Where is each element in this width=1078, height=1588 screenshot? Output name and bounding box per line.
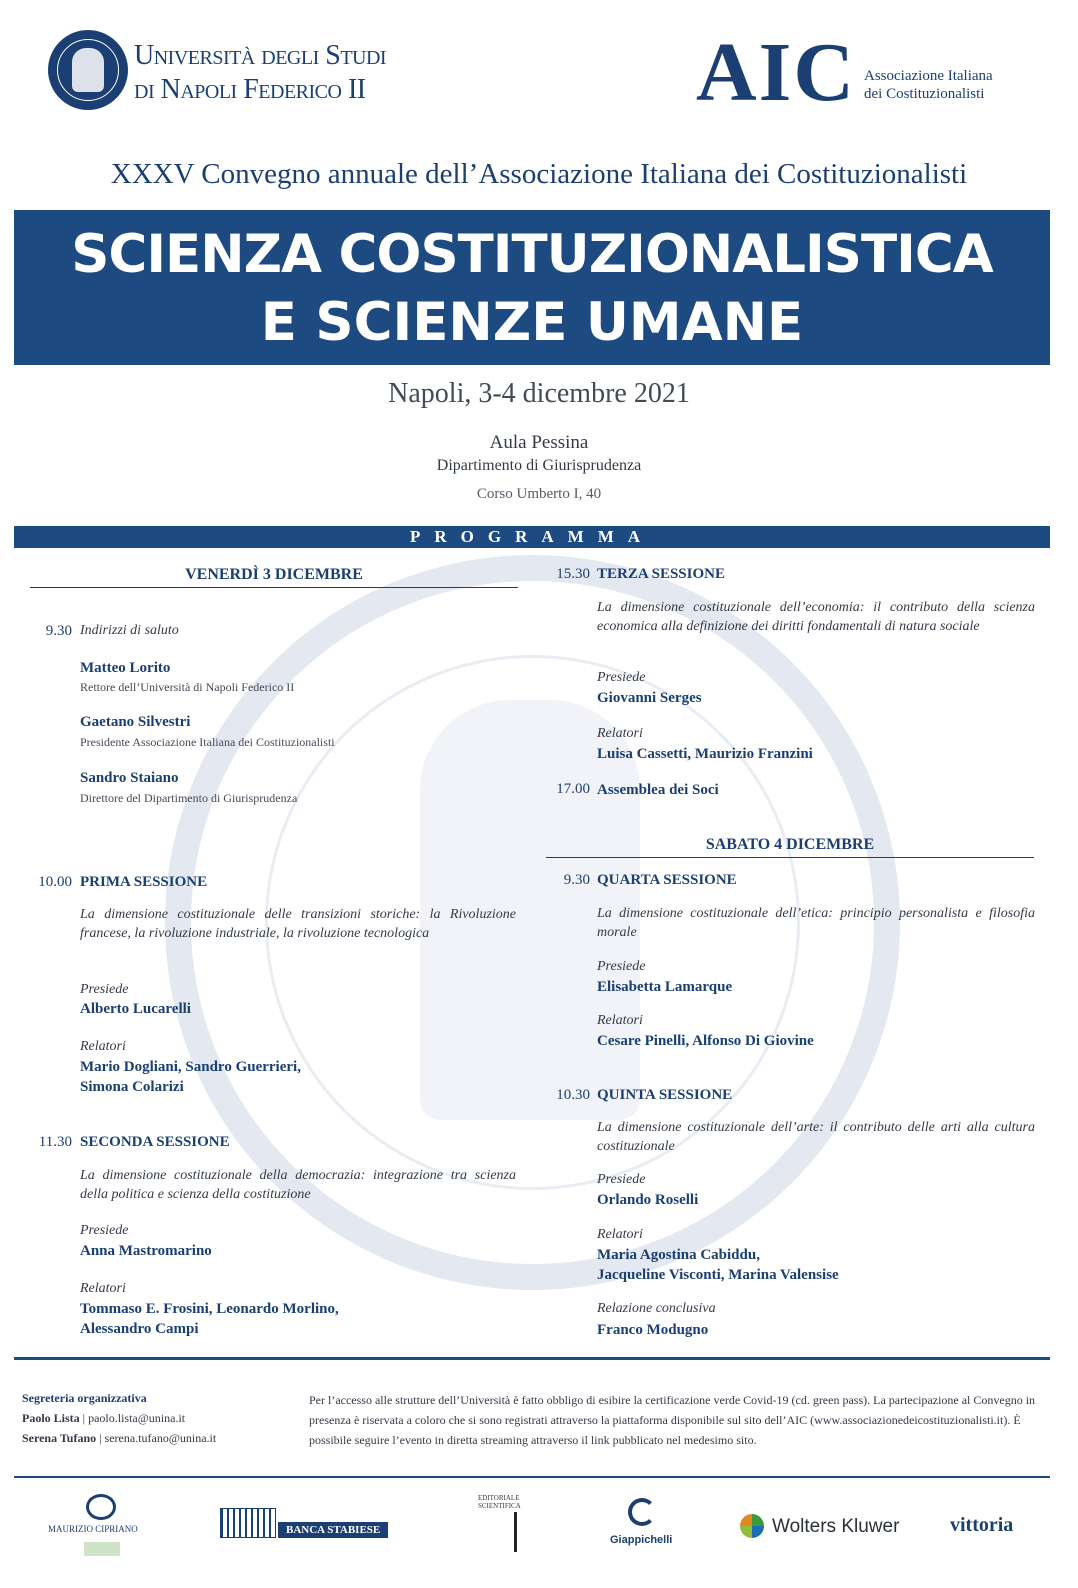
saluti-speaker-title: Presidente Associazione Italiana dei Costituzionalisti: [80, 735, 335, 749]
seconda-relatori-names: Tommaso E. Frosini, Leonardo Morlino,: [80, 1301, 339, 1317]
terza-presiede-name: Giovanni Serges: [597, 690, 702, 706]
editoriale-bar-icon: [514, 1512, 517, 1552]
cipriano-badge-icon: [84, 1542, 120, 1556]
terza-relatori-label: Relatori: [597, 726, 643, 741]
sponsor-editoriale-scientifica: [478, 1494, 528, 1556]
cipriano-logo-icon: [86, 1494, 116, 1520]
prima-time: 10.00: [38, 874, 72, 890]
terza-session-name: TERZA SESSIONE: [597, 566, 725, 582]
seconda-relatori-label: Relatori: [80, 1281, 126, 1296]
quarta-time: 9.30: [563, 872, 590, 888]
programma-heading: PROGRAMMA: [409, 527, 655, 546]
day2-rule: [546, 857, 1034, 858]
banca-name: BANCA STABIESE: [278, 1522, 388, 1538]
giappichelli-name: Giappichelli: [610, 1534, 673, 1546]
quinta-description: La dimensione costituzionale dell’arte: il contributo delle arti alla cultura costituzionale: [597, 1120, 1035, 1154]
day1-heading: VENERDÌ 3 DICEMBRE: [185, 566, 363, 583]
quarta-relatori-names: Cesare Pinelli, Alfonso Di Giovine: [597, 1033, 814, 1049]
quinta-relatori-names: Jacqueline Visconti, Marina Valensise: [597, 1267, 839, 1283]
programma-bar: [14, 526, 1050, 548]
quinta-session-name: QUINTA SESSIONE: [597, 1087, 733, 1103]
contact-1-name: Paolo Lista: [22, 1411, 80, 1425]
assemblea-time: 17.00: [556, 781, 590, 797]
footer-rule: [14, 1357, 1050, 1360]
seconda-presiede-label: Presiede: [80, 1223, 129, 1238]
quinta-presiede-name: Orlando Roselli: [597, 1192, 699, 1208]
seconda-time: 11.30: [38, 1134, 72, 1150]
seconda-session-name: SECONDA SESSIONE: [80, 1134, 230, 1150]
quarta-description: La dimensione costituzionale dell’etica: principio personalista e filosofia morale: [597, 906, 1035, 940]
day1-rule: [30, 587, 518, 588]
footer-rule-bottom: [14, 1476, 1050, 1478]
main-title-line2: E SCIENZE UMANE: [260, 292, 804, 353]
wolters-name: Wolters Kluwer: [772, 1516, 900, 1537]
segreteria-label: Segreteria organizzativa: [22, 1391, 147, 1405]
aic-name-line2: dei Costituzionalisti: [864, 86, 985, 102]
convegno-title: XXXV Convegno annuale dell’Associazione Italiana dei Costituzionalisti: [110, 158, 968, 190]
sponsor-vittoria: [950, 1510, 1040, 1546]
saluti-speaker-name: Sandro Staiano: [80, 770, 179, 786]
contact-1-email[interactable]: paolo.lista@unina.it: [88, 1411, 186, 1425]
contact-2: Serena Tufano | serena.tufano@unina.it: [22, 1431, 217, 1445]
saluti-speaker-title: Rettore dell’Università di Napoli Federico II: [80, 680, 295, 694]
prima-presiede-label: Presiede: [80, 982, 129, 997]
title-banner: [14, 210, 1050, 365]
vittoria-name: vittoria: [950, 1514, 1014, 1536]
venue-department: Dipartimento di Giurisprudenza: [436, 457, 642, 474]
prima-relatori-names: Simona Colarizi: [80, 1079, 184, 1095]
main-title-line1: SCIENZA COSTITUZIONALISTICA: [71, 224, 993, 285]
sponsor-cipriano: [48, 1494, 158, 1560]
sponsor-wolters-kluwer: [740, 1512, 910, 1542]
venue-room: Aula Pessina: [489, 432, 589, 453]
banca-building-icon: [220, 1508, 276, 1538]
quinta-relatori-names: Maria Agostina Cabiddu,: [597, 1247, 760, 1263]
saluti-speaker-title: Direttore del Dipartimento di Giurisprudenza: [80, 791, 298, 805]
quinta-conclusiva-name: Franco Modugno: [597, 1322, 709, 1338]
prima-presiede-name: Alberto Lucarelli: [80, 1001, 191, 1017]
aic-logo: [696, 26, 1036, 119]
seconda-description: La dimensione costituzionale della democrazia: integrazione tra scienza della politica e scienza della costituzione: [80, 1168, 516, 1202]
seconda-relatori-names: Alessandro Campi: [80, 1321, 199, 1337]
saluti-label: Indirizzi di saluto: [80, 623, 179, 638]
unina-logo: [48, 30, 387, 116]
cipriano-name: MAURIZIO CIPRIANO: [48, 1524, 138, 1534]
sponsor-giappichelli: [606, 1498, 686, 1554]
saluti-speaker-name: Matteo Lorito: [80, 660, 171, 676]
editoriale-name: EDITORIALE SCIENTIFICA: [478, 1494, 521, 1510]
aic-name-line1: Associazione Italiana: [864, 68, 993, 84]
quinta-presiede-label: Presiede: [597, 1172, 646, 1187]
terza-time: 15.30: [556, 566, 590, 582]
unina-name-line1: Università degli Studi: [134, 40, 387, 71]
giappichelli-logo-icon: [628, 1498, 656, 1526]
quarta-presiede-name: Elisabetta Lamarque: [597, 979, 733, 995]
quinta-relatori-label: Relatori: [597, 1227, 643, 1242]
unina-seal-icon: [48, 30, 128, 110]
contact-1: Paolo Lista | paolo.lista@unina.it: [22, 1411, 186, 1425]
event-date: Napoli, 3-4 dicembre 2021: [388, 378, 690, 409]
prima-relatori-names: Mario Dogliani, Sandro Guerrieri,: [80, 1059, 301, 1075]
wolters-logo-icon: [740, 1514, 764, 1538]
day2-heading: SABATO 4 DICEMBRE: [705, 836, 875, 853]
terza-description: La dimensione costituzionale dell’economia: il contributo della scienza economica alla definizione dei diritti fondamentali di natura sociale: [597, 600, 1035, 634]
venue-address: Corso Umberto I, 40: [476, 486, 602, 502]
quinta-conclusiva-label: Relazione conclusiva: [597, 1301, 716, 1316]
quarta-relatori-label: Relatori: [597, 1013, 643, 1028]
quarta-presiede-label: Presiede: [597, 959, 646, 974]
terza-presiede-label: Presiede: [597, 670, 646, 685]
aic-letters: AIC: [696, 26, 857, 119]
saluti-time: 9.30: [45, 623, 72, 639]
seconda-presiede-name: Anna Mastromarino: [80, 1243, 212, 1259]
assemblea-name: Assemblea dei Soci: [597, 782, 719, 798]
unina-name-line2: di Napoli Federico II: [134, 74, 366, 105]
quarta-session-name: QUARTA SESSIONE: [597, 872, 737, 888]
prima-relatori-label: Relatori: [80, 1039, 126, 1054]
quinta-time: 10.30: [556, 1087, 590, 1103]
sponsor-banca-stabiese: [220, 1508, 390, 1538]
saluti-speaker-name: Gaetano Silvestri: [80, 714, 191, 730]
contact-2-email[interactable]: serena.tufano@unina.it: [104, 1431, 217, 1445]
prima-session-name: PRIMA SESSIONE: [80, 874, 208, 890]
contact-2-name: Serena Tufano: [22, 1431, 97, 1445]
access-notice: Per l’accesso alle strutture dell’Università è fatto obbligo di esibire la certificazione verde Covid-19 (cd. green pass). La partecipazione al Convegno in presenza è riservata a coloro che si sono registrati attraverso la piattaforma disponibile sul sito dell’AIC (www.associazionedeicostituzionalisti.it). È possibile seguire l’evento in diretta streaming attraverso il link pubblicato nel medesimo sito.: [309, 1393, 1036, 1447]
prima-description: La dimensione costituzionale delle transizioni storiche: la Rivoluzione francese, la rivoluzione industriale, la rivoluzione tecnologica: [80, 907, 516, 941]
terza-relatori-names: Luisa Cassetti, Maurizio Franzini: [597, 746, 813, 762]
